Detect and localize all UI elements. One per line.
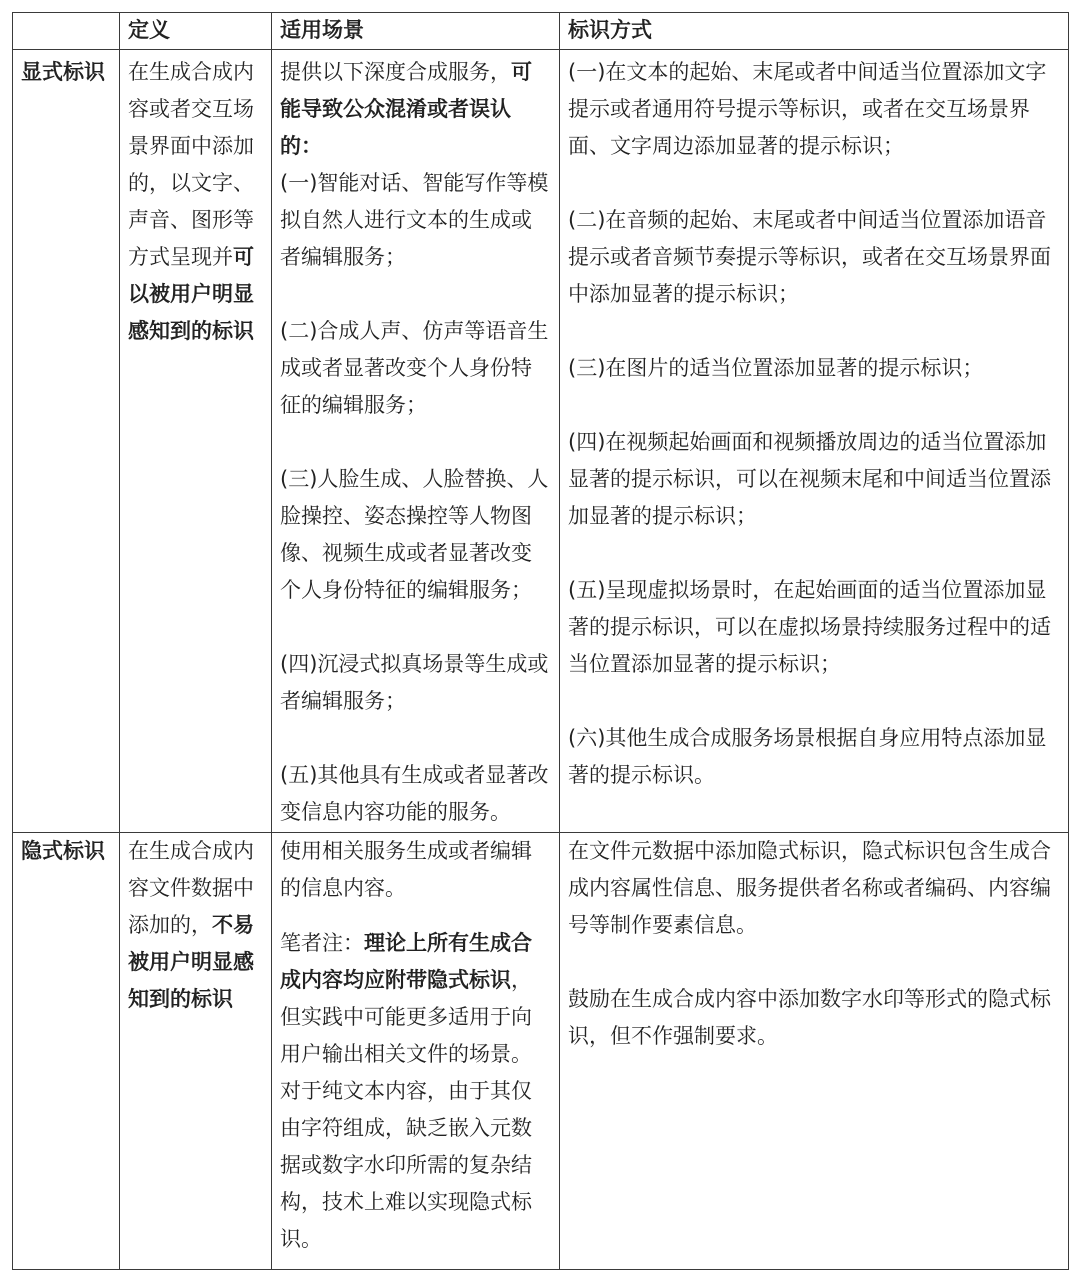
table-row-implicit (13, 832, 1069, 1269)
explicit-scenarios-cell (272, 50, 560, 833)
header-empty-cell (13, 13, 120, 50)
explicit-methods-cell (560, 50, 1069, 833)
labeling-comparison-table (12, 12, 1069, 1270)
implicit-methods-cell (560, 832, 1069, 1269)
explicit-scenario-item: (三)人脸生成、人脸替换、人脸操控、姿态操控等人物图像、视频生成或者显著改变个人身份特征的编辑服务； (280, 467, 549, 603)
explicit-scenario-item: (五)其他具有生成或者显著改变信息内容功能的服务。 (280, 763, 549, 825)
header-method: 标识方式 (560, 13, 1069, 50)
implicit-scenarios-cell (272, 832, 560, 1269)
author-note-prefix: 笔者注： (280, 930, 364, 955)
header-row (13, 13, 1069, 50)
author-note-rest: ，但实践中可能更多适用于向用户输出相关文件的场景。对于纯文本内容，由于其仅由字符组成，缺乏嵌入元数据或数字水印所需的复杂结构，技术上难以实现隐式标识。 (280, 967, 532, 1251)
explicit-method-item: (二)在音频的起始、末尾或者中间适当位置添加语音提示或者音频节奏提示等标识，或者在交互场景界面中添加显著的提示标识； (568, 208, 1051, 307)
implicit-scenario-text: 使用相关服务生成或者编辑的信息内容。 (280, 838, 532, 900)
explicit-scenarios-intro-bold: 可能导致公众混淆或者误认的 (280, 60, 532, 159)
implicit-method-item: 鼓励在生成合成内容中添加数字水印等形式的隐式标识，但不作强制要求。 (568, 986, 1051, 1048)
row-label-explicit: 显式标识 (13, 50, 120, 833)
explicit-scenario-item: (二)合成人声、仿声等语音生成或者显著改变个人身份特征的编辑服务； (280, 319, 549, 418)
explicit-method-item: (四)在视频起始画面和视频播放周边的适当位置添加显著的提示标识，可以在视频末尾和中间适当位置添加显著的提示标识； (568, 430, 1051, 529)
implicit-definition-cell (120, 832, 272, 1269)
table-row-explicit (13, 50, 1069, 833)
author-note-bold: 理论上所有生成合成内容均应附带隐式标识 (280, 930, 532, 992)
explicit-method-item: (六)其他生成合成服务场景根据自身应用特点添加显著的提示标识。 (568, 726, 1047, 788)
implicit-method-item: 在文件元数据中添加隐式标识，隐式标识包含生成合成内容属性信息、服务提供者名称或者编码、内容编号等制作要素信息。 (568, 838, 1051, 937)
explicit-scenario-item: (四)沉浸式拟真场景等生成或者编辑服务； (280, 652, 549, 714)
explicit-definition-bold: 可以被用户明显感知到的标识 (128, 245, 254, 344)
explicit-scenario-item: (一)智能对话、智能写作等模拟自然人进行文本的生成或者编辑服务； (280, 171, 549, 270)
header-definition: 定义 (120, 13, 272, 50)
author-note (280, 925, 551, 1258)
implicit-definition-text: 在生成合成内容文件数据中添加的， (128, 838, 254, 937)
explicit-method-item: (一)在文本的起始、末尾或者中间适当位置添加文字提示或者通用符号提示等标识，或者在交互场景界面、文字周边添加显著的提示标识； (568, 60, 1047, 159)
row-label-implicit: 隐式标识 (13, 832, 120, 1269)
explicit-method-item: (五)呈现虚拟场景时，在起始画面的适当位置添加显著的提示标识，可以在虚拟场景持续服务过程中的适当位置添加显著的提示标识； (568, 578, 1051, 677)
implicit-definition-bold: 不易被用户明显感知到的标识 (128, 912, 254, 1011)
explicit-method-item: (三)在图片的适当位置添加显著的提示标识； (568, 356, 984, 381)
explicit-definition-text: 在生成合成内容或者交互场景界面中添加的，以文字、声音、图形等方式呈现并 (128, 60, 254, 270)
explicit-definition-cell (120, 50, 272, 833)
explicit-scenarios-intro: 提供以下深度合成服务，可能导致公众混淆或者误认的： (280, 60, 532, 159)
header-scenarios: 适用场景 (272, 13, 560, 50)
